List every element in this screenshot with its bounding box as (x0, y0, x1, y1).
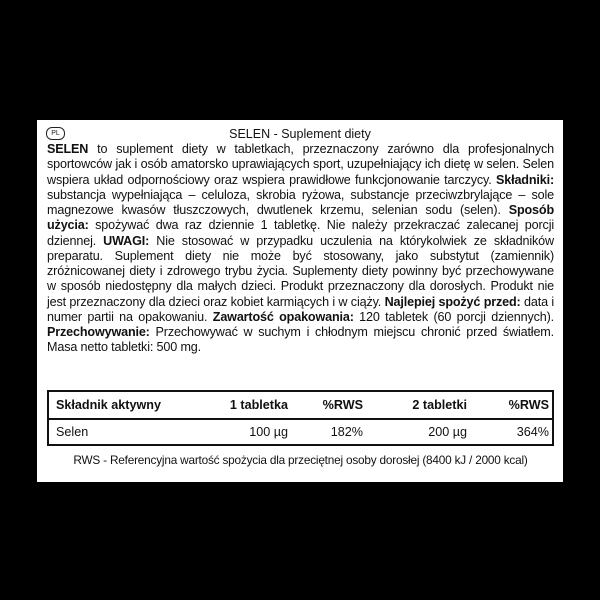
body-heading: Przechowywanie: (47, 325, 150, 339)
body-segment: data i numer partii na opakowaniu. (47, 294, 554, 324)
body-segment: spożywać dwa raz dziennie 1 tabletkę. Nie należy przekraczać zalecanej porcji dziennej. (47, 218, 554, 248)
cell-rws-1: 182% (330, 425, 363, 439)
supplement-label (37, 120, 563, 482)
body-heading: Zawartość opakowania: (212, 309, 354, 324)
cell-2-tablets: 200 µg (428, 425, 467, 439)
body-segment: 120 tabletek (60 porcji dziennych). (353, 309, 554, 324)
header-1-tablet: 1 tabletka (229, 398, 288, 412)
header-rws-1: %RWS (322, 398, 363, 412)
header-active-ingredient: Składnik aktywny (56, 398, 161, 412)
cell-1-tablet: 100 µg (249, 425, 288, 439)
body-segment: Przechowywać w suchym i chłodnym miejscu chronić przed światłem. Masa netto tabletki: 500 mg. (47, 325, 554, 355)
label-title: SELEN - Suplement diety (229, 127, 371, 141)
body-heading: Sposób użycia: (47, 203, 554, 233)
body-segment: substancja wypełniająca – celuloza, skrobia ryżowa, substancje przeciwzbrylające – sole magnezowe kwasów tłuszczowych, dwutlenek krzemu, selenian sodu (selen). (47, 187, 554, 217)
rws-footnote: RWS - Referencyjna wartość spożycia dla przeciętnej osoby dorosłej (8400 kJ / 2000 kcal) (73, 453, 528, 467)
nutrition-table-header (49, 392, 552, 420)
nutrition-table (47, 390, 554, 446)
language-badge: PL (46, 127, 65, 140)
body-heading: Najlepiej spożyć przed: (384, 294, 521, 309)
cell-ingredient: Selen (56, 425, 89, 439)
body-heading: SELEN (47, 142, 89, 156)
body-heading: UWAGI: (103, 233, 150, 248)
table-row (49, 419, 552, 445)
body-segment: Nie stosować w przypadku uczulenia na którykolwiek ze składników preparatu. Suplement diety nie może być stosowany, jako substytut (zamiennik) zróżnicowanej diety i zdrowego trybu życia. Suplementy diety powinny być przechowywane w sposób niedostępny dla małych dzieci. Produkt przeznaczony dla dorosłych. Produkt nie jest przeznaczony dla dzieci oraz kobiet karmiących i w ciąży. (47, 233, 554, 309)
label-body-text (47, 142, 554, 356)
body-heading: Składniki: (496, 172, 554, 187)
cell-rws-2: 364% (516, 425, 549, 439)
body-segment: to suplement diety w tabletkach, przeznaczony zarówno dla profesjonalnych sportowców jak i osób amatorsko uprawiających sport, uzupełniający ich dietę w selen. Selen wspiera układ odpornościowy oraz wspiera prawidłowe funkcjonowanie tarczycy. (47, 142, 554, 187)
header-2-tablets: 2 tabletki (412, 398, 467, 412)
header-rws-2: %RWS (508, 398, 549, 412)
